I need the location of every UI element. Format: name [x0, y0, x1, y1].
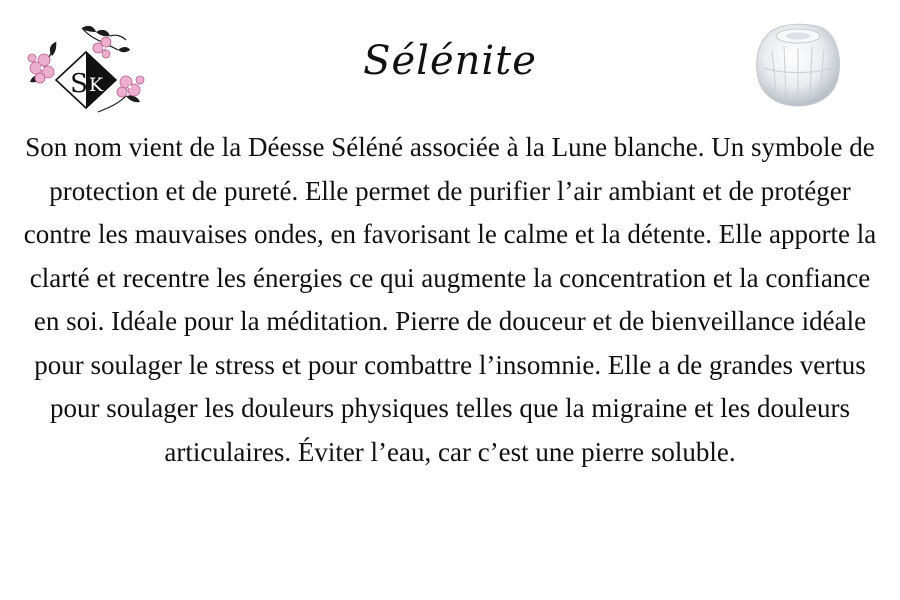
svg-text:S: S — [70, 69, 88, 99]
selenite-stone-image — [752, 16, 844, 110]
stone-description: Son nom vient de la Déesse Séléné associée à la Lune blanche. Un symbole de protection et de pureté. Elle permet de purifier l’air ambiant et de protéger contre les mauvaises ondes, en favorisant le calme et la détente. Elle apporte la clarté et recentre les énergies ce qui augmente la concentration et la confiance en soi. Idéale pour la méditation. Pierre de douceur et de bienveillance idéale pour soulager le stress et pour combattre l’insomnie. Elle a de grandes vertus pour soulager les douleurs physiques telles que la migraine et les douleurs articulaires. Éviter l’eau, car c’est une pierre soluble. — [23, 132, 877, 467]
svg-text:K: K — [88, 74, 104, 96]
page-title: Sélénite — [363, 38, 537, 84]
